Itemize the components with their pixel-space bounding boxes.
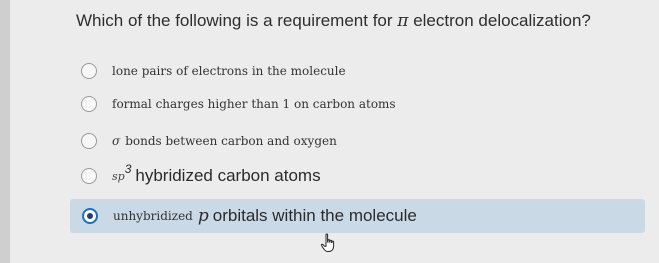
radio-button[interactable]: [81, 133, 97, 149]
sigma-symbol: σ: [112, 134, 121, 148]
p-symbol: p: [197, 206, 209, 226]
answer-option-1[interactable]: [69, 55, 645, 87]
radio-button-selected[interactable]: [82, 208, 98, 224]
radio-button[interactable]: [81, 168, 97, 184]
left-strip: [0, 0, 10, 263]
answer-option-3[interactable]: [69, 125, 645, 157]
question-prefix: Which of the following is a requirement for: [76, 11, 393, 30]
radio-button[interactable]: [81, 63, 97, 79]
question-suffix: electron delocalization?: [413, 11, 591, 30]
answer-option-2[interactable]: [69, 88, 645, 120]
superscript-3: 3: [124, 162, 132, 176]
option-label: formal charges higher than 1 on carbon atoms: [112, 97, 396, 111]
option-label: orbitals within the molecule: [212, 206, 417, 225]
hand-pointer-icon: [320, 233, 336, 253]
pi-symbol: π: [397, 11, 409, 31]
answer-option-5[interactable]: [70, 199, 645, 233]
question-text: [76, 11, 591, 31]
sp-label: sp: [112, 169, 125, 183]
option-label: bonds between carbon and oxygen: [125, 134, 337, 148]
option-label: hybridized carbon atoms: [135, 166, 321, 185]
radio-button[interactable]: [81, 96, 97, 112]
option-prefix: unhybridized: [113, 209, 193, 223]
option-label: lone pairs of electrons in the molecule: [112, 64, 346, 78]
answer-option-4[interactable]: [69, 160, 645, 192]
